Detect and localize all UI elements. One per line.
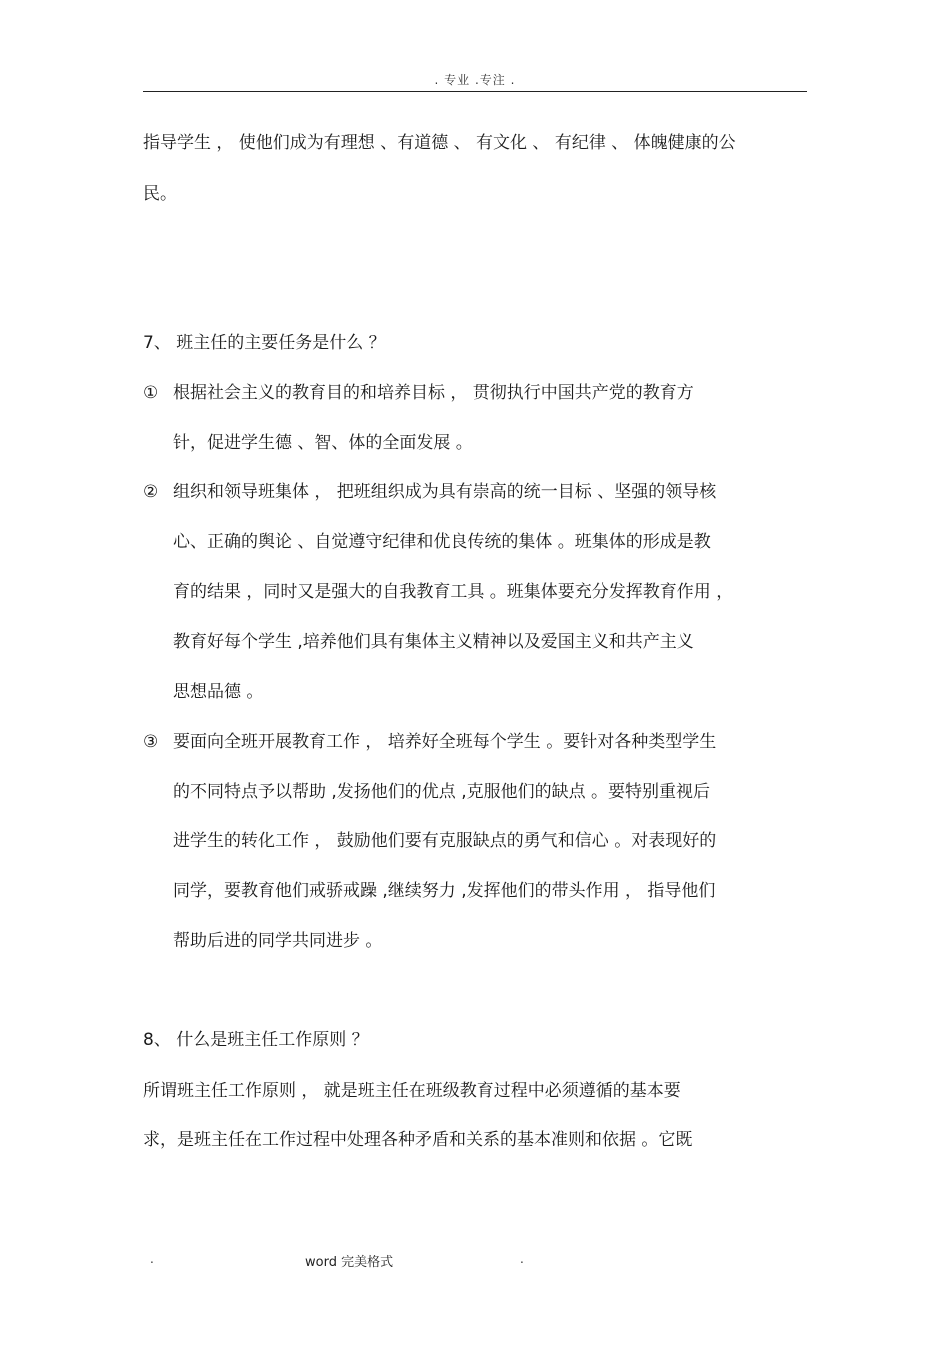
paragraph-line: 求，是班主任在工作过程中处理各种矛盾和关系的基本准则和依据 。它既 — [143, 1130, 693, 1150]
list-item-line: 心、正确的舆论 、自觉遵守纪律和优良传统的集体 。班集体的形成是教 — [173, 532, 711, 552]
header-rule — [143, 91, 807, 92]
footer-text: word 完美格式 — [305, 1255, 394, 1270]
list-marker: ① — [143, 383, 159, 403]
list-marker: ② — [143, 482, 159, 502]
question-8-title: 8、 什么是班主任工作原则 ？ — [143, 1030, 369, 1050]
list-item-line: 教育好每个学生 ,培养他们具有集体主义精神以及爱国主义和共产主义 — [173, 632, 694, 652]
footer-dot-left: . — [150, 1252, 154, 1266]
list-item-line: 要面向全班开展教育工作 ， 培养好全班每个学生 。要针对各种类型学生 — [173, 732, 717, 752]
header-text: . 专业 .专注 . — [434, 73, 516, 87]
paragraph-line: 民。 — [143, 184, 177, 204]
paragraph-line: 指导学生 ， 使他们成为有理想 、有道德 、 有文化 、 有纪律 、 体魄健康的公 — [143, 133, 736, 153]
list-item-line: 根据社会主义的教育目的和培养目标 ， 贯彻执行中国共产党的教育方 — [173, 383, 694, 403]
footer-dot-right: . — [520, 1252, 524, 1266]
list-item-line: 育的结果 ，同时又是强大的自我教育工具 。班集体要充分发挥教育作用 ， — [173, 582, 734, 602]
list-item-line: 组织和领导班集体 ， 把班组织成为具有崇高的统一目标 、坚强的领导核 — [173, 482, 717, 502]
question-7-title: 7、 班主任的主要任务是什么 ？ — [143, 333, 386, 353]
list-item-line: 帮助后进的同学共同进步 。 — [173, 931, 383, 951]
list-item-line: 同学，要教育他们戒骄戒躁 ,继续努力 ,发挥他们的带头作用 ， 指导他们 — [173, 881, 716, 901]
list-item-line: 进学生的转化工作 ， 鼓励他们要有克服缺点的勇气和信心 。对表现好的 — [173, 831, 717, 851]
list-item-line: 思想品德 。 — [173, 682, 264, 702]
list-item-line: 针，促进学生德 、智、体的全面发展 。 — [173, 433, 473, 453]
paragraph-line: 所谓班主任工作原则 ， 就是班主任在班级教育过程中必须遵循的基本要 — [143, 1081, 681, 1101]
list-marker: ③ — [143, 732, 159, 752]
list-item-line: 的不同特点予以帮助 ,发扬他们的优点 ,克服他们的缺点 。要特别重视后 — [173, 782, 711, 802]
